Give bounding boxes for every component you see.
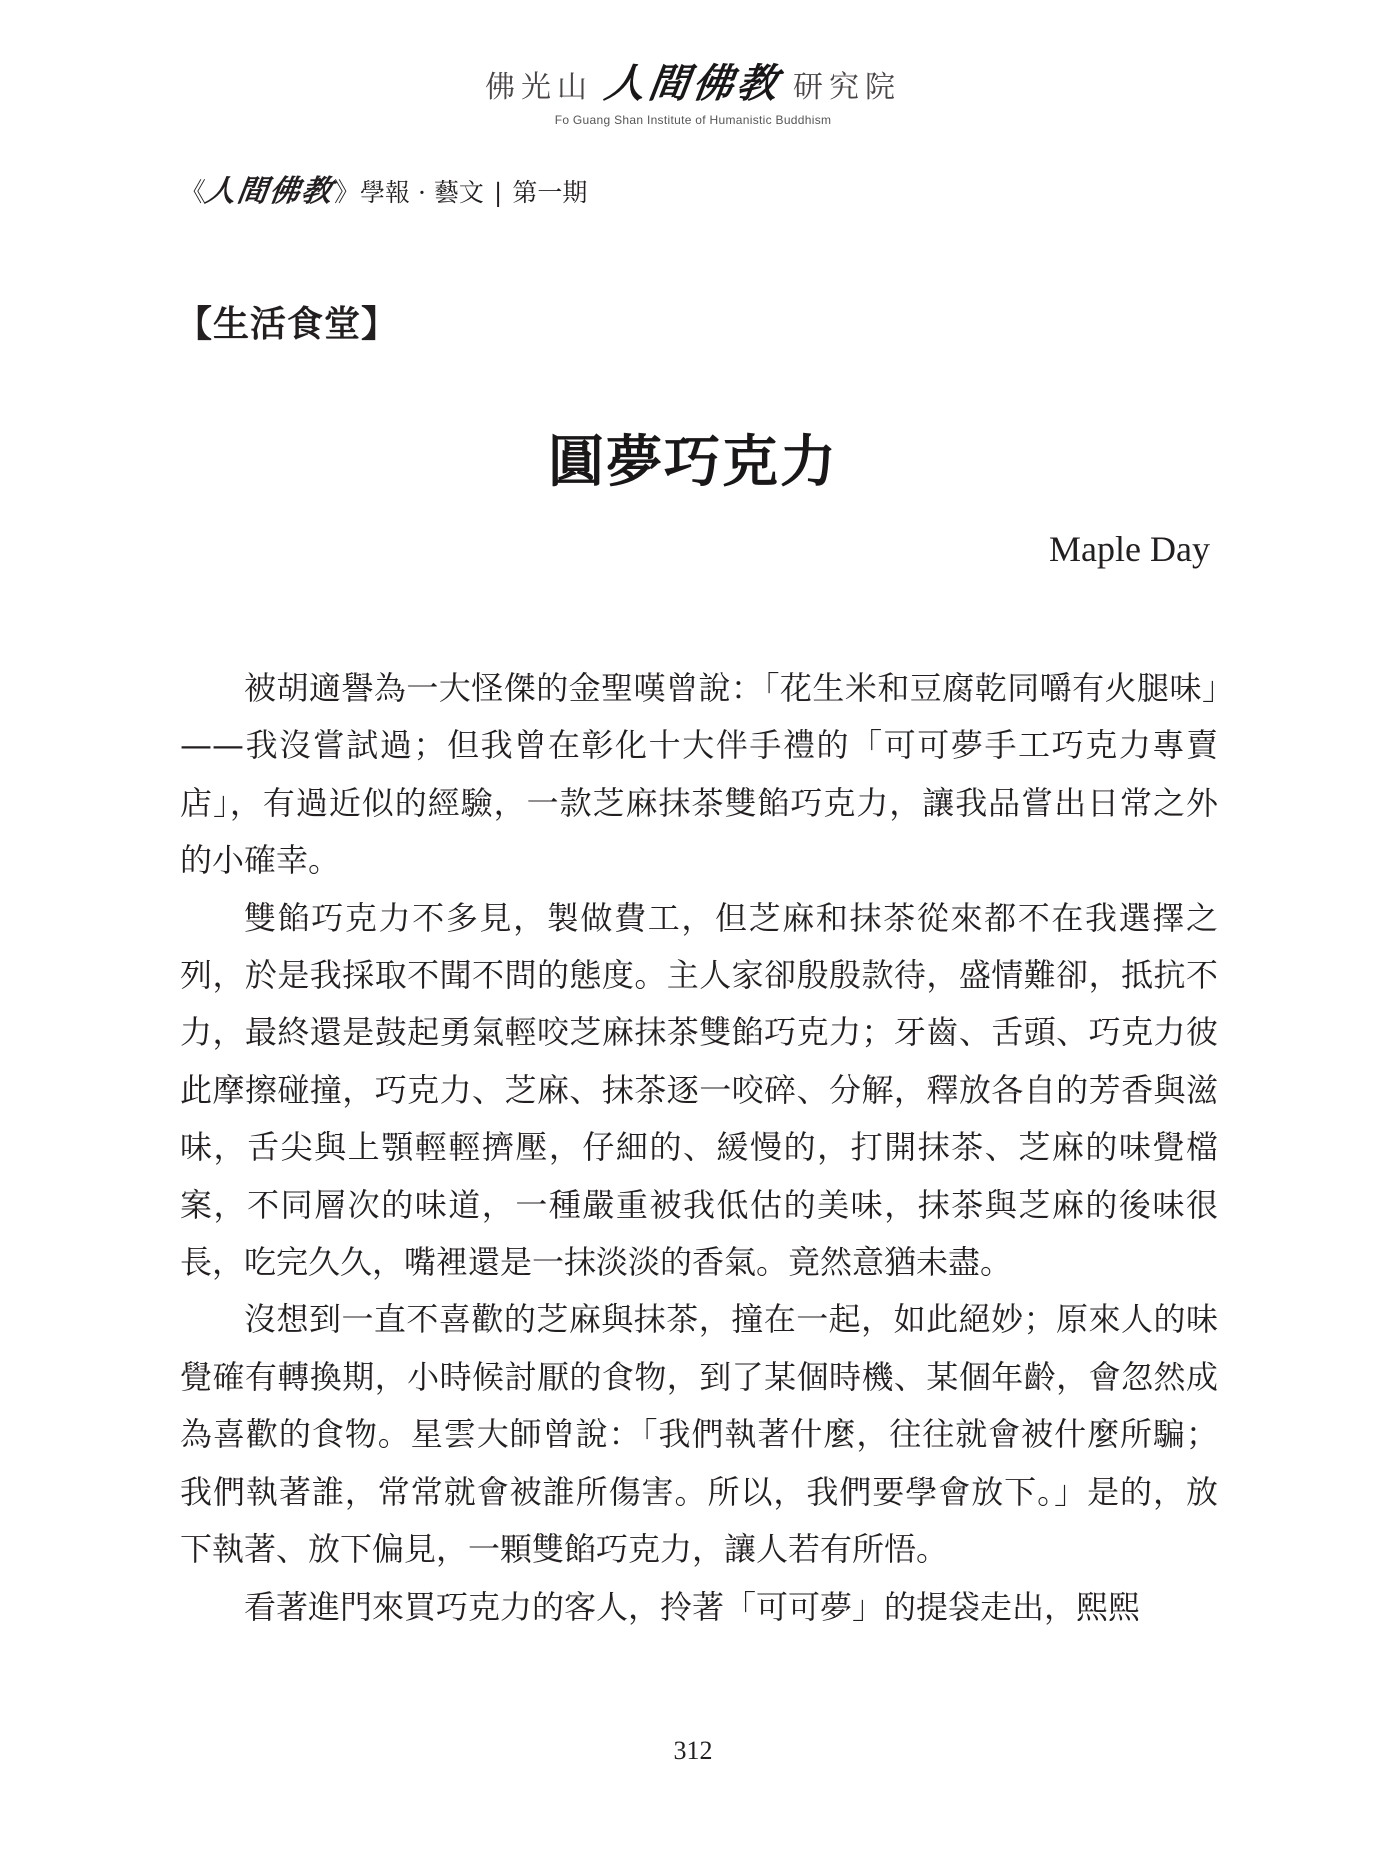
institute-name [485, 60, 901, 107]
body-paragraph: 看著進門來買巧克力的客人，拎著「可可夢」的提袋走出，熙熙 [244, 1587, 1141, 1626]
journal-issue: 第一期 [512, 178, 588, 207]
body-paragraph: 雙餡巧克力不多見，製做費工，但芝麻和抹茶從來都不在我選擇之列，於是我採取不聞不問的態度。主人家卻殷殷款待，盛情難卻，抵抗不力，最終還是鼓起勇氣輕咬芝麻抹茶雙餡巧克力；牙齒、舌頭、巧克力彼此摩擦碰撞，巧克力、芝麻、抹茶逐一咬碎、分解，釋放各自的芳香與滋味，舌尖與上顎輕輕擠壓，仔細的、緩慢的，打開抹茶、芝麻的味覺檔案，不同層次的味道，一種嚴重被我低估的美味，抹茶與芝麻的後味很長，吃完久久，嘴裡還是一抹淡淡的香氣。竟然意猶未盡。 [180, 898, 1218, 1282]
institute-suffix: 研究院 [793, 70, 901, 105]
institute-prefix: 佛光山 [485, 70, 593, 105]
article-body [180, 660, 1218, 1636]
body-paragraph: 被胡適譽為一大怪傑的金聖嘆曾說：「花生米和豆腐乾同嚼有火腿味」——我沒嘗試過；但我曾在彰化十大伴手禮的「可可夢手工巧克力專賣店」，有過近似的經驗，一款芝麻抹茶雙餡巧克力，讓我品嘗出日常之外的小確幸。 [180, 669, 1218, 880]
journal-logo: 人間佛教 [203, 174, 336, 209]
journal-running-head [180, 166, 587, 210]
body-paragraph: 沒想到一直不喜歡的芝麻與抹茶，撞在一起，如此絕妙；原來人的味覺確有轉換期，小時候討厭的食物，到了某個時機、某個年齡，會忽然成為喜歡的食物。星雲大師曾說：「我們執著什麼，往往就會被什麼所騙；我們執著誰，常常就會被誰所傷害。所以，我們要學會放下。」是的，放下執著、放下偏見，一顆雙餡巧克力，讓人若有所悟。 [180, 1300, 1218, 1569]
institute-header [0, 60, 1386, 127]
journal-name: 學報 · 藝文 [360, 178, 484, 207]
journal-close-bracket: 》 [334, 178, 361, 208]
journal-separator: | [493, 178, 503, 207]
humanistic-buddhism-logo: 人間佛教 [601, 60, 785, 107]
article-author: Maple Day [1049, 529, 1210, 569]
journal-open-bracket: 《 [180, 178, 207, 208]
institute-english-name: Fo Guang Shan Institute of Humanistic Buddhism [554, 113, 832, 127]
article-title: 圓夢巧克力 [548, 430, 838, 495]
page-number: 312 [673, 1736, 713, 1765]
section-tag: 【生活食堂】 [176, 304, 399, 345]
